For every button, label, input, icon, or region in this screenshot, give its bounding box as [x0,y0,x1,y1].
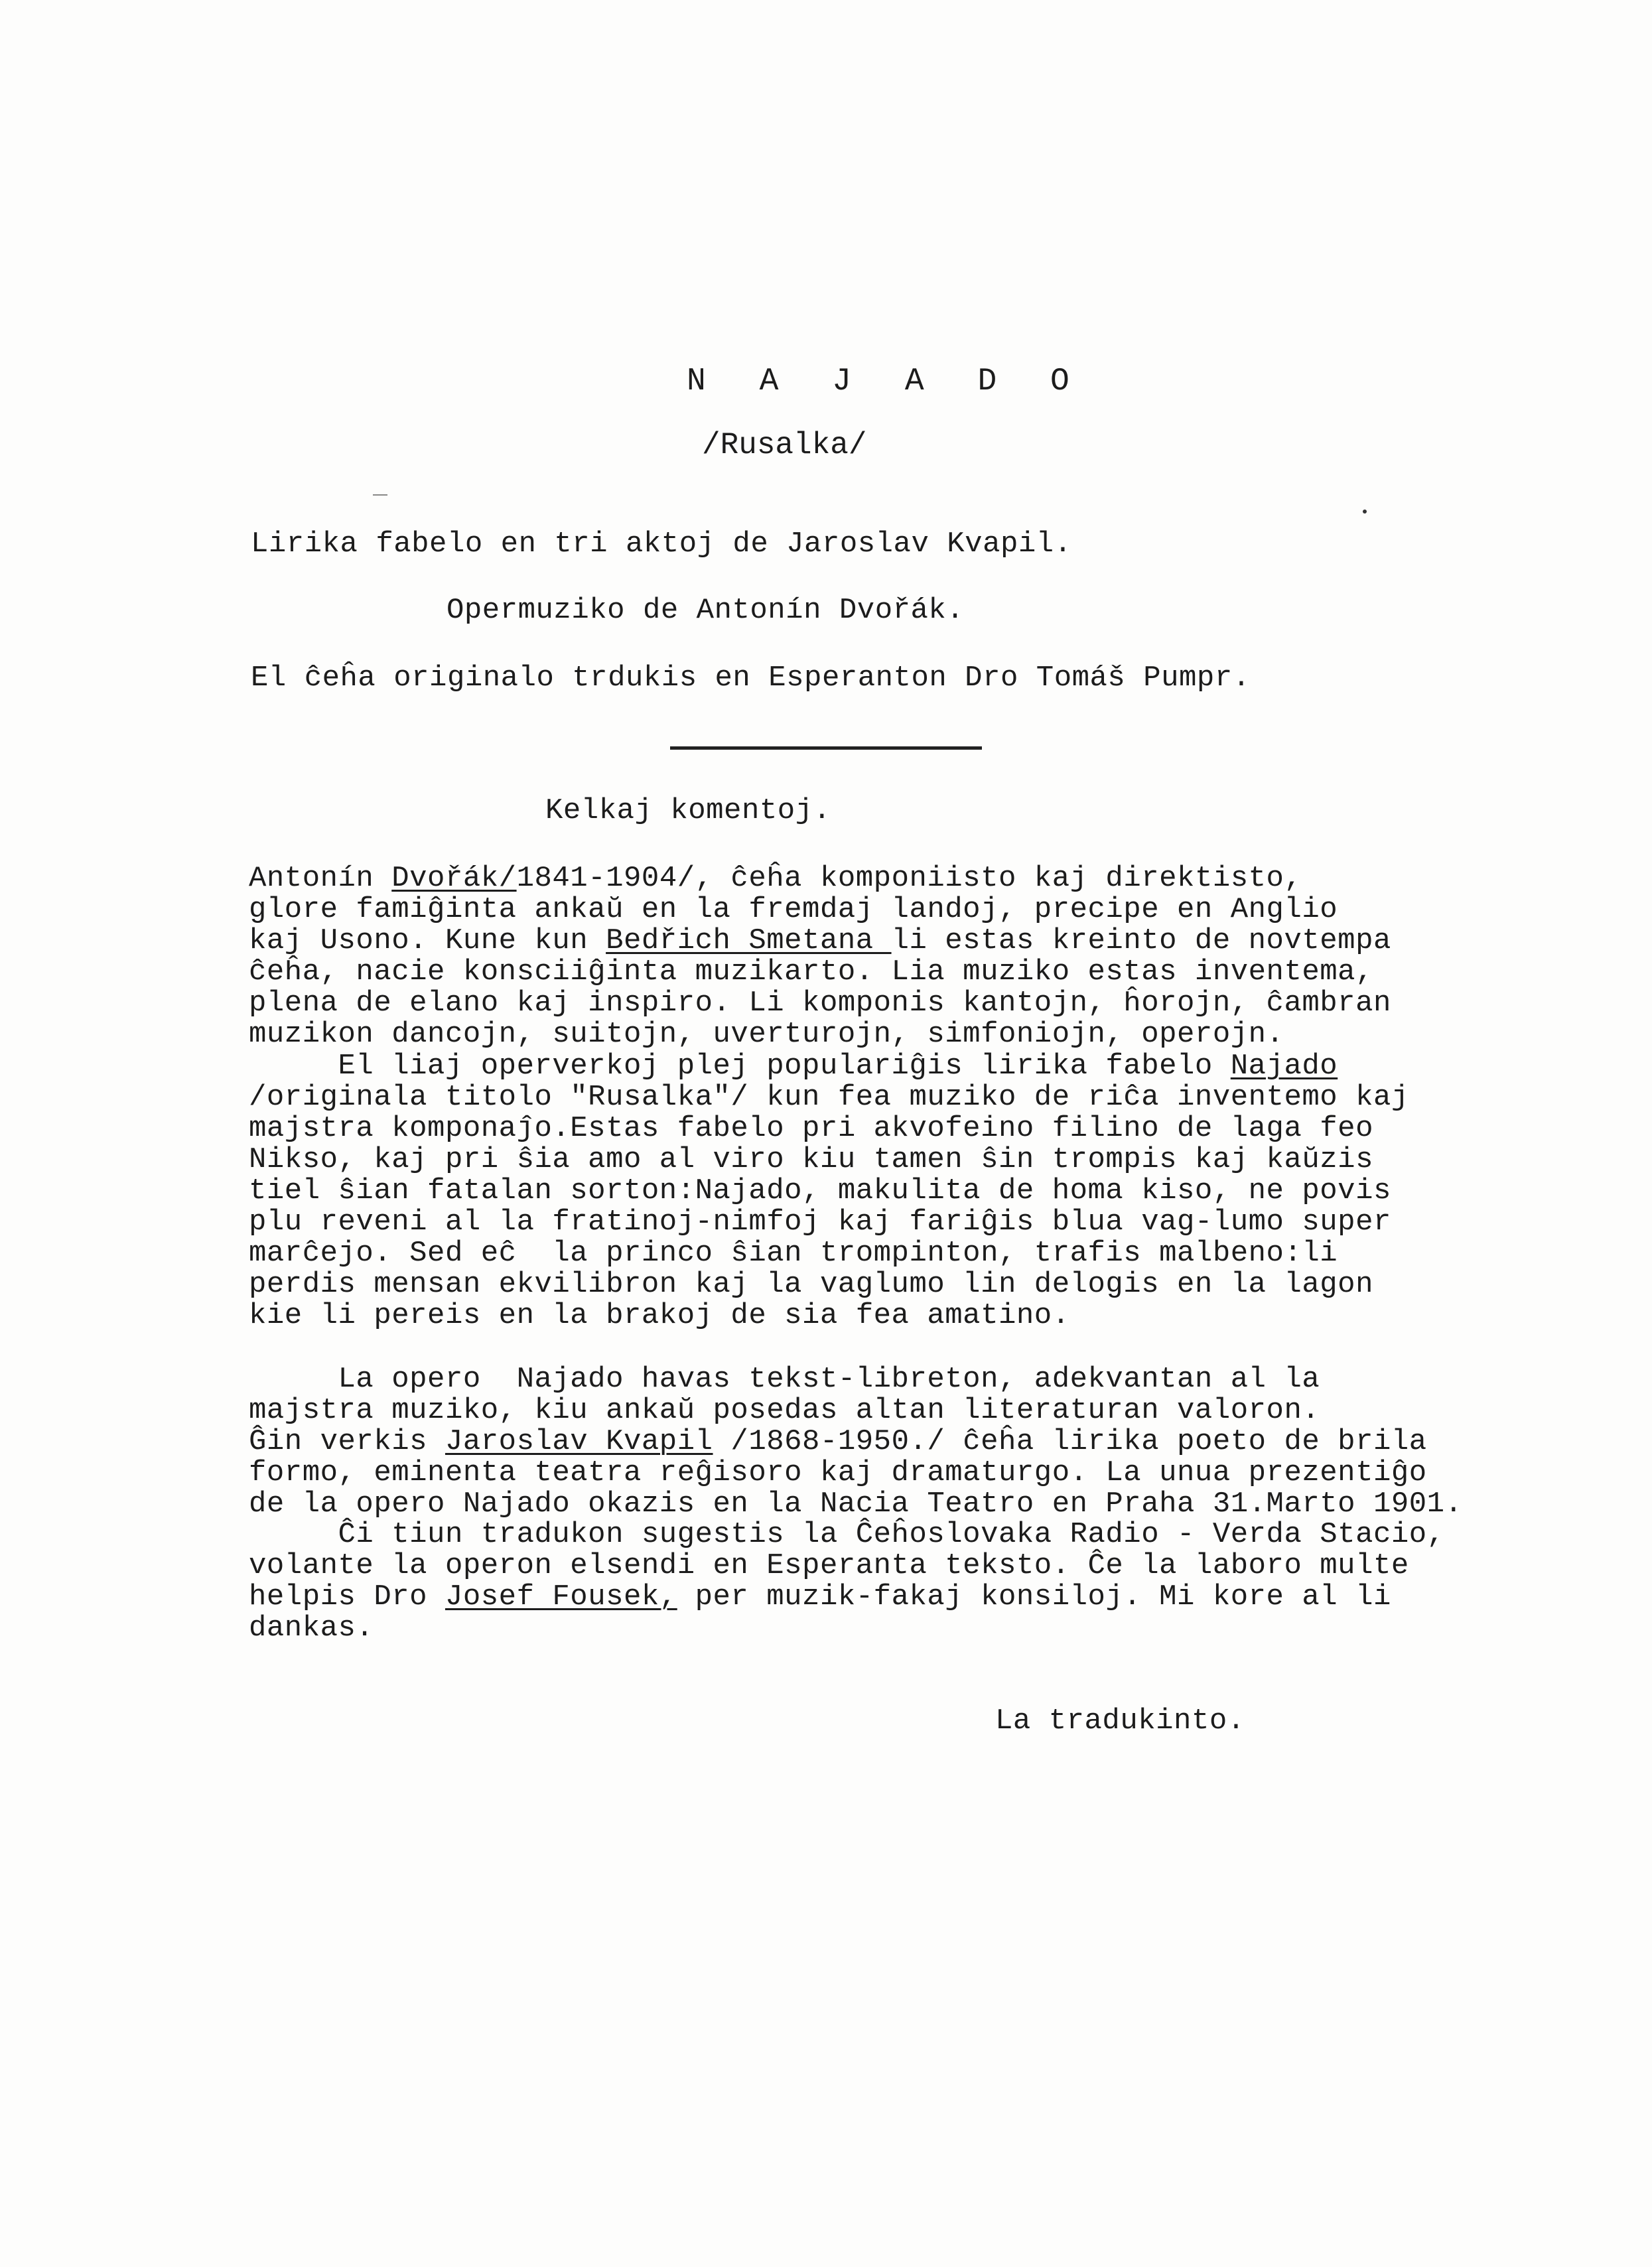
body-text-segment: /originala titolo "Rusalka"/ kun fea muziko de riĉa inventemo kaj [249,1081,1409,1114]
scan-speck [373,494,387,496]
separator-rule [670,746,982,750]
scan-speck [1363,510,1367,514]
underlined-name: Josef Fousek, [445,1580,677,1614]
body-text-segment: li estas kreinto de novtempa [891,924,1391,957]
underlined-name: Jaroslav Kvapil [445,1425,713,1458]
body-text-segment: Ĉi tiun tradukon sugestis la Ĉeĥoslovaka Radio - Verda Stacio, [249,1518,1445,1551]
document-title: N A J A D O [687,364,1087,399]
body-text-segment: perdis mensan ekvilibron kaj la vaglumo lin delogis en la lagon [249,1268,1373,1301]
credit-music: Opermuziko de Antonín Dvořák. [447,594,965,627]
underlined-name: Dvořák/ [391,862,517,895]
body-line [249,1300,1070,1332]
body-text-segment: ĉeĥa, nacie konsciiĝinta muzikarto. Lia muziko estas inventema, [249,955,1373,989]
body-text-segment: tiel ŝian fatalan sorton:Najado, makulita de homa kiso, ne povis [249,1174,1391,1207]
body-line [249,1175,1391,1207]
body-text-segment: plena de elano kaj inspiro. Li komponis kantojn, ĥorojn, ĉambran [249,987,1391,1020]
body-line [249,1426,1427,1458]
underlined-name: Bedřich Smetana [606,924,892,957]
body-text-segment: plu reveni al la fratinoj-nimfoj kaj fariĝis blua vag-lumo super [249,1205,1391,1239]
body-text-segment: volante la operon elsendi en Esperanta teksto. Ĉe la laboro multe [249,1549,1409,1582]
body-text-segment: Antonín [249,862,392,895]
section-heading: Kelkaj komentoj. [545,794,831,827]
body-line [249,1581,1391,1613]
body-text-segment: helpis Dro [249,1580,445,1614]
body-text-segment: La opero Najado havas tekst-libreton, adekvantan al la [249,1363,1320,1396]
body-text-segment: Ĝin verkis [249,1425,445,1458]
body-line [249,1488,1463,1520]
body-line [249,1519,1445,1550]
credit-libretto: Lirika fabelo en tri aktoj de Jaroslav Kvapil. [251,527,1072,561]
body-text-segment: kie li pereis en la brakoj de sia fea amatino. [249,1299,1070,1332]
body-text-segment: marĉejo. Sed eĉ la princo ŝian trompinton, trafis malbeno:li [249,1237,1338,1270]
body-text-segment: El liaj operverkoj plej populariĝis lirika fabelo [249,1050,1231,1083]
body-text-segment: glore famiĝinta ankaŭ en la fremdaj landoj, precipe en Anglio [249,893,1338,926]
document-subtitle: /Rusalka/ [702,428,867,462]
underlined-name: Najado [1230,1050,1338,1083]
body-line [249,1269,1373,1300]
body-text-segment: formo, eminenta teatra reĝisoro kaj dramaturgo. La unua prezentiĝo [249,1456,1427,1489]
body-line [249,1395,1320,1426]
body-text-segment: /1868-1950./ ĉeĥa lirika poeto de brila [713,1425,1427,1458]
body-line [249,987,1391,1019]
body-text-segment: per muzik-fakaj konsiloj. Mi kore al li [677,1580,1391,1614]
body-text-segment: majstra komponaĵo.Estas fabelo pri akvofeino filino de laga feo [249,1112,1373,1145]
body-text-segment: de la opero Najado okazis en la Nacia Teatro en Praha 31.Marto 1901. [249,1487,1463,1521]
body-line [249,1457,1427,1489]
body-line [249,1081,1409,1113]
credit-translator: El ĉeĥa originalo trdukis en Esperanton Dro Tomáš Pumpr. [251,661,1251,695]
body-line [249,1144,1373,1176]
body-line [249,1018,1284,1050]
body-text-segment: Nikso, kaj pri ŝia amo al viro kiu tamen ŝin trompis kaj kaŭzis [249,1143,1373,1176]
body-text-segment: dankas. [249,1612,374,1645]
body-line [249,1363,1320,1395]
signature: La tradukinto. [995,1704,1245,1738]
body-line [249,925,1391,957]
body-text-segment: majstra muziko, kiu ankaŭ posedas altan literaturan valoron. [249,1394,1320,1427]
body-line [249,1612,374,1644]
body-line [249,862,1302,894]
body-line [249,1050,1338,1082]
body-text-segment: 1841-1904/, ĉeĥa komponiisto kaj direktisto, [516,862,1302,895]
body-line [249,1206,1391,1238]
body-text-segment: muzikon dancojn, suitojn, uverturojn, simfoniojn, operojn. [249,1018,1284,1051]
body-line [249,1113,1373,1144]
body-text-segment: kaj Usono. Kune kun [249,924,606,957]
body-line [249,894,1338,926]
body-line [249,1550,1409,1582]
body-line [249,956,1373,988]
body-line [249,1237,1338,1269]
